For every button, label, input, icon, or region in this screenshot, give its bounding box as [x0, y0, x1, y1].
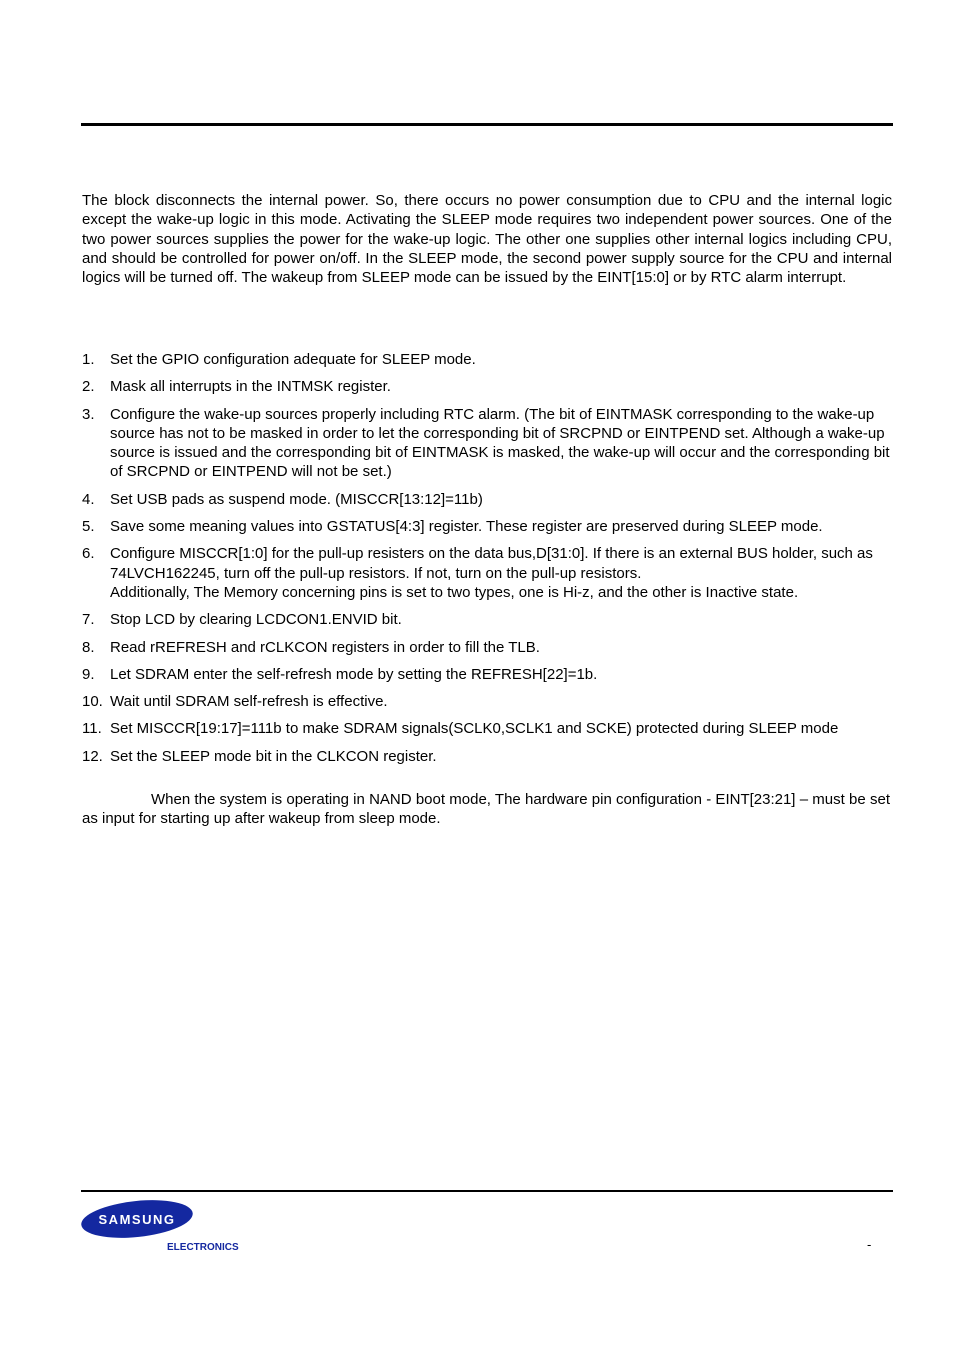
footer-rule: [81, 1190, 893, 1192]
step-text: Save some meaning values into GSTATUS[4:3] register. These register are preserved during SLEEP mode.: [110, 518, 823, 536]
list-item: [82, 350, 897, 369]
step-text: Set the GPIO configuration adequate for SLEEP mode.: [110, 351, 476, 368]
list-item: [82, 544, 897, 602]
step-text: Mask all interrupts in the INTMSK register.: [110, 378, 391, 396]
step-text: Set MISCCR[19:17]=111b to make SDRAM signals(SCLK0,SCLK1 and SCKE) protected during SLEEP mode: [110, 720, 839, 738]
samsung-logo: [81, 1200, 241, 1256]
list-item: [82, 517, 897, 536]
step-number: 4.: [82, 490, 95, 508]
step-text: Stop LCD by clearing LCDCON1.ENVID bit.: [110, 611, 402, 629]
step-text: Set the SLEEP mode bit in the CLKCON register.: [110, 747, 437, 765]
intro-paragraph: The block disconnects the internal power. So, there occurs no power consumption due to CPU and the internal logic except the wake-up logic in this mode. Activating the SLEEP mode requires two independent power sources. One of the two power sources supplies the power for the wake-up logic. The other one supplies other internal logics including CPU, and should be controlled for power on/off. In the SLEEP mode, the second power supply source for the CPU and internal logics will be turned off. The wakeup from SLEEP mode can be issued by the EINT[15:0] or by RTC alarm interrupt.: [82, 192, 892, 287]
step-number: 7.: [82, 611, 95, 629]
list-item: [82, 747, 897, 766]
step-text: Configure the wake-up sources properly including RTC alarm. (The bit of EINTMASK corresponding to the wake-up source has not to be masked in order to let the corresponding bit of SRCPND or EINTPEND set. Although a wake-up source is issued and the corresponding bit of EINTMASK is masked, the wake-up will occur and the corresponding bit of SRCPND or EINTPEND will not be set.): [110, 405, 890, 481]
page-number-marker: -: [867, 1237, 872, 1252]
step-text: Wait until SDRAM self-refresh is effective.: [110, 693, 388, 711]
list-item: [82, 610, 897, 629]
list-item: [82, 719, 897, 738]
step-number: 6.: [82, 545, 95, 563]
svg-text:SAMSUNG: SAMSUNG: [98, 1212, 176, 1227]
list-item: [82, 638, 897, 657]
step-number: 12.: [82, 747, 103, 765]
step-number: 2.: [82, 378, 95, 396]
list-item: [82, 405, 897, 482]
step-text: Read rREFRESH and rCLKCON registers in order to fill the TLB.: [110, 638, 540, 656]
step-number: 10.: [82, 693, 103, 711]
step-number: 8.: [82, 638, 95, 656]
list-item: [82, 490, 897, 509]
svg-text:ELECTRONICS: ELECTRONICS: [167, 1242, 239, 1253]
step-number: 9.: [82, 665, 95, 683]
step-number: 1.: [82, 351, 95, 368]
list-item: [82, 692, 897, 711]
step-number: 3.: [82, 405, 95, 423]
step-number: 5.: [82, 518, 95, 536]
sleep-procedure-list: [82, 350, 897, 774]
header-rule: [81, 123, 893, 126]
nand-boot-note: When the system is operating in NAND boot mode, The hardware pin configuration - EINT[23:21] – must be set as input for starting up after wakeup from sleep mode.: [82, 791, 890, 828]
step-number: 11.: [82, 720, 102, 738]
list-item: [82, 377, 897, 396]
list-item: [82, 665, 897, 684]
step-text: Set USB pads as suspend mode. (MISCCR[13:12]=11b): [110, 490, 483, 508]
step-text: Configure MISCCR[1:0] for the pull-up resisters on the data bus,D[31:0]. If there is an external BUS holder, such as 74LVCH162245, turn off the pull-up resistors. If not, turn on the pull-up resistors. Additionally, The Memory concerning pins is set to two types, one is Hi-z, and the other is Inactive state.: [110, 545, 873, 601]
step-text: Let SDRAM enter the self-refresh mode by setting the REFRESH[22]=1b.: [110, 665, 598, 683]
